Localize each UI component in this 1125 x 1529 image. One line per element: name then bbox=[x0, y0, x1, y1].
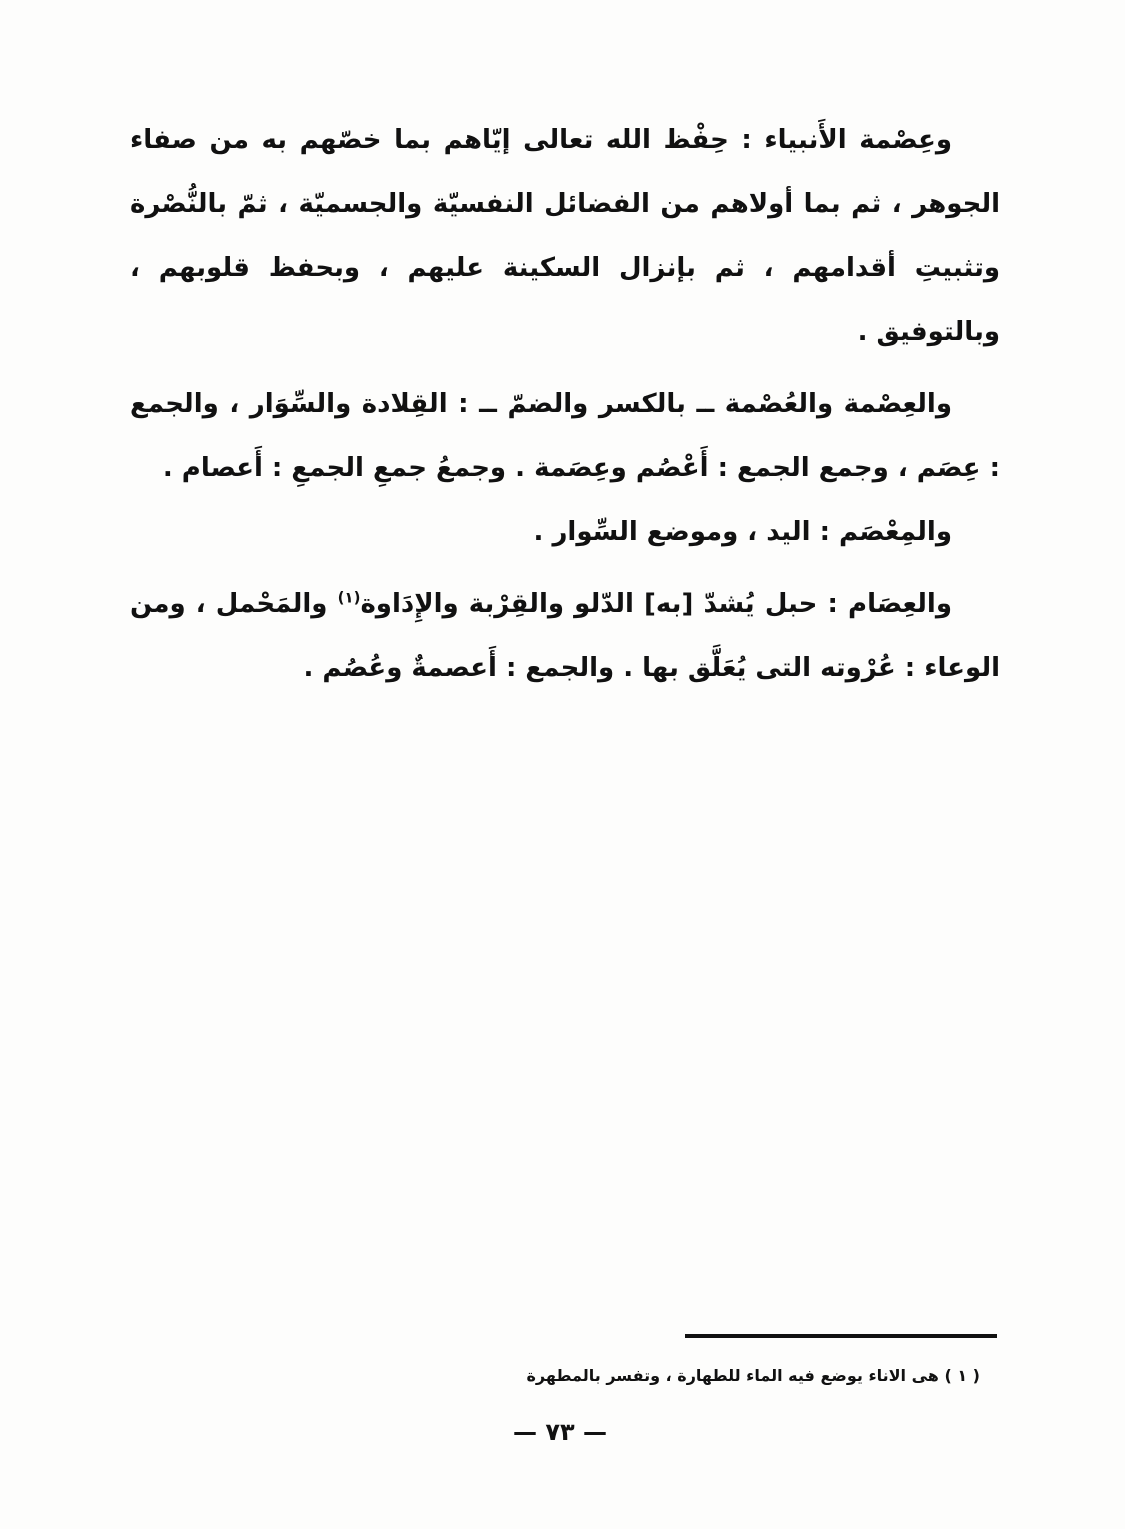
paragraph-al-misam: والمِعْصَم : اليد ، وموضع السِّوار . bbox=[533, 517, 952, 547]
paragraph-al-isam bbox=[130, 572, 1000, 700]
paragraph-al-isma-plural: والعِصْمة والعُصْمة ــ بالكسر والضمّ ــ : القِلادة والسِّوَار ، والجمع : عِصَم ، وجمع الجمع : أَعْصُم وعِصَمة . وجمعُ جمعِ الجمعِ : أَعصام . bbox=[130, 389, 1000, 483]
footnote-separator bbox=[685, 1334, 997, 1338]
page-number: — ٧٣ — bbox=[512, 1418, 607, 1446]
footnote-reference[interactable]: (١) bbox=[337, 588, 361, 607]
paragraph-al-isam-start: والعِصَام : حبل يُشدّ [به] الدّلو والقِرْبة والإِدَاوة bbox=[360, 589, 952, 619]
paragraph-al-isam-end: والمَحْمل ، ومن الوعاء : عُرْوته التى يُعَلَّق بها . والجمع : أَعصمةٌ وعُصُم . bbox=[130, 589, 1000, 683]
main-text bbox=[130, 108, 1000, 700]
paragraph-ismat-al-anbiya: وعِصْمة الأَنبياء : حِفْظ الله تعالى إيّاهم بما خصّهم به من صفاء الجوهر ، ثم بما أولاهم من الفضائل النفسيّة والجسميّة ، ثمّ بالنُّصْرة وتثبيتِ أقدامهم ، ثم بإنزال السكينة عليهم ، وبحفظ قلوبهم ، وبالتوفيق . bbox=[130, 125, 1000, 347]
footnote: ( ١ ) هى الاناء يوضع فيه الماء للطهارة ، وتفسر بالمطهرة bbox=[526, 1366, 980, 1385]
